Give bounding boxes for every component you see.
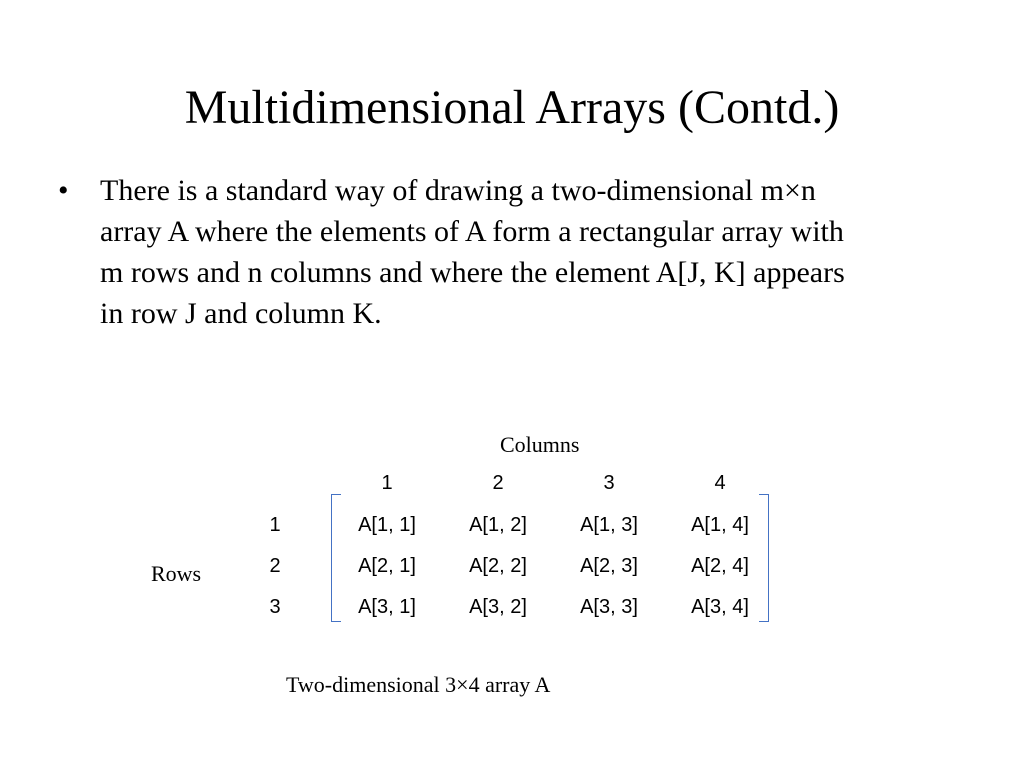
row-header: 2	[269, 555, 281, 577]
bullet-line: in row J and column K.	[100, 297, 382, 330]
column-header: 4	[714, 472, 726, 494]
bullet-line: array A where the elements of A form a rectangular array with	[100, 215, 844, 248]
bullet-text	[100, 170, 960, 334]
slide-title: Multidimensional Arrays (Contd.)	[184, 81, 840, 134]
array-cell: A[3, 4]	[691, 596, 749, 618]
array-cell: A[1, 4]	[691, 514, 749, 536]
array-cell: A[3, 1]	[358, 596, 416, 618]
array-cell: A[1, 3]	[580, 514, 638, 536]
array-cell: A[3, 2]	[469, 596, 527, 618]
column-header: 3	[603, 472, 615, 494]
bullet-line: m rows and n columns and where the element A[J, K] appears	[100, 256, 845, 289]
array-cell: A[2, 2]	[469, 555, 527, 577]
bullet-icon: •	[58, 174, 69, 207]
array-cell: A[1, 2]	[469, 514, 527, 536]
array-cell: A[2, 3]	[580, 555, 638, 577]
array-cell: A[1, 1]	[358, 514, 416, 536]
array-cell: A[2, 4]	[691, 555, 749, 577]
column-header: 1	[381, 472, 393, 494]
rows-label: Rows	[151, 561, 202, 586]
row-header: 1	[269, 514, 281, 536]
bullet-line: There is a standard way of drawing a two-dimensional m×n	[100, 174, 816, 207]
columns-label: Columns	[500, 432, 580, 457]
column-header: 2	[492, 472, 504, 494]
figure-caption: Two-dimensional 3×4 array A	[286, 672, 551, 697]
row-header: 3	[269, 596, 281, 618]
array-cell: A[2, 1]	[358, 555, 416, 577]
array-cell: A[3, 3]	[580, 596, 638, 618]
